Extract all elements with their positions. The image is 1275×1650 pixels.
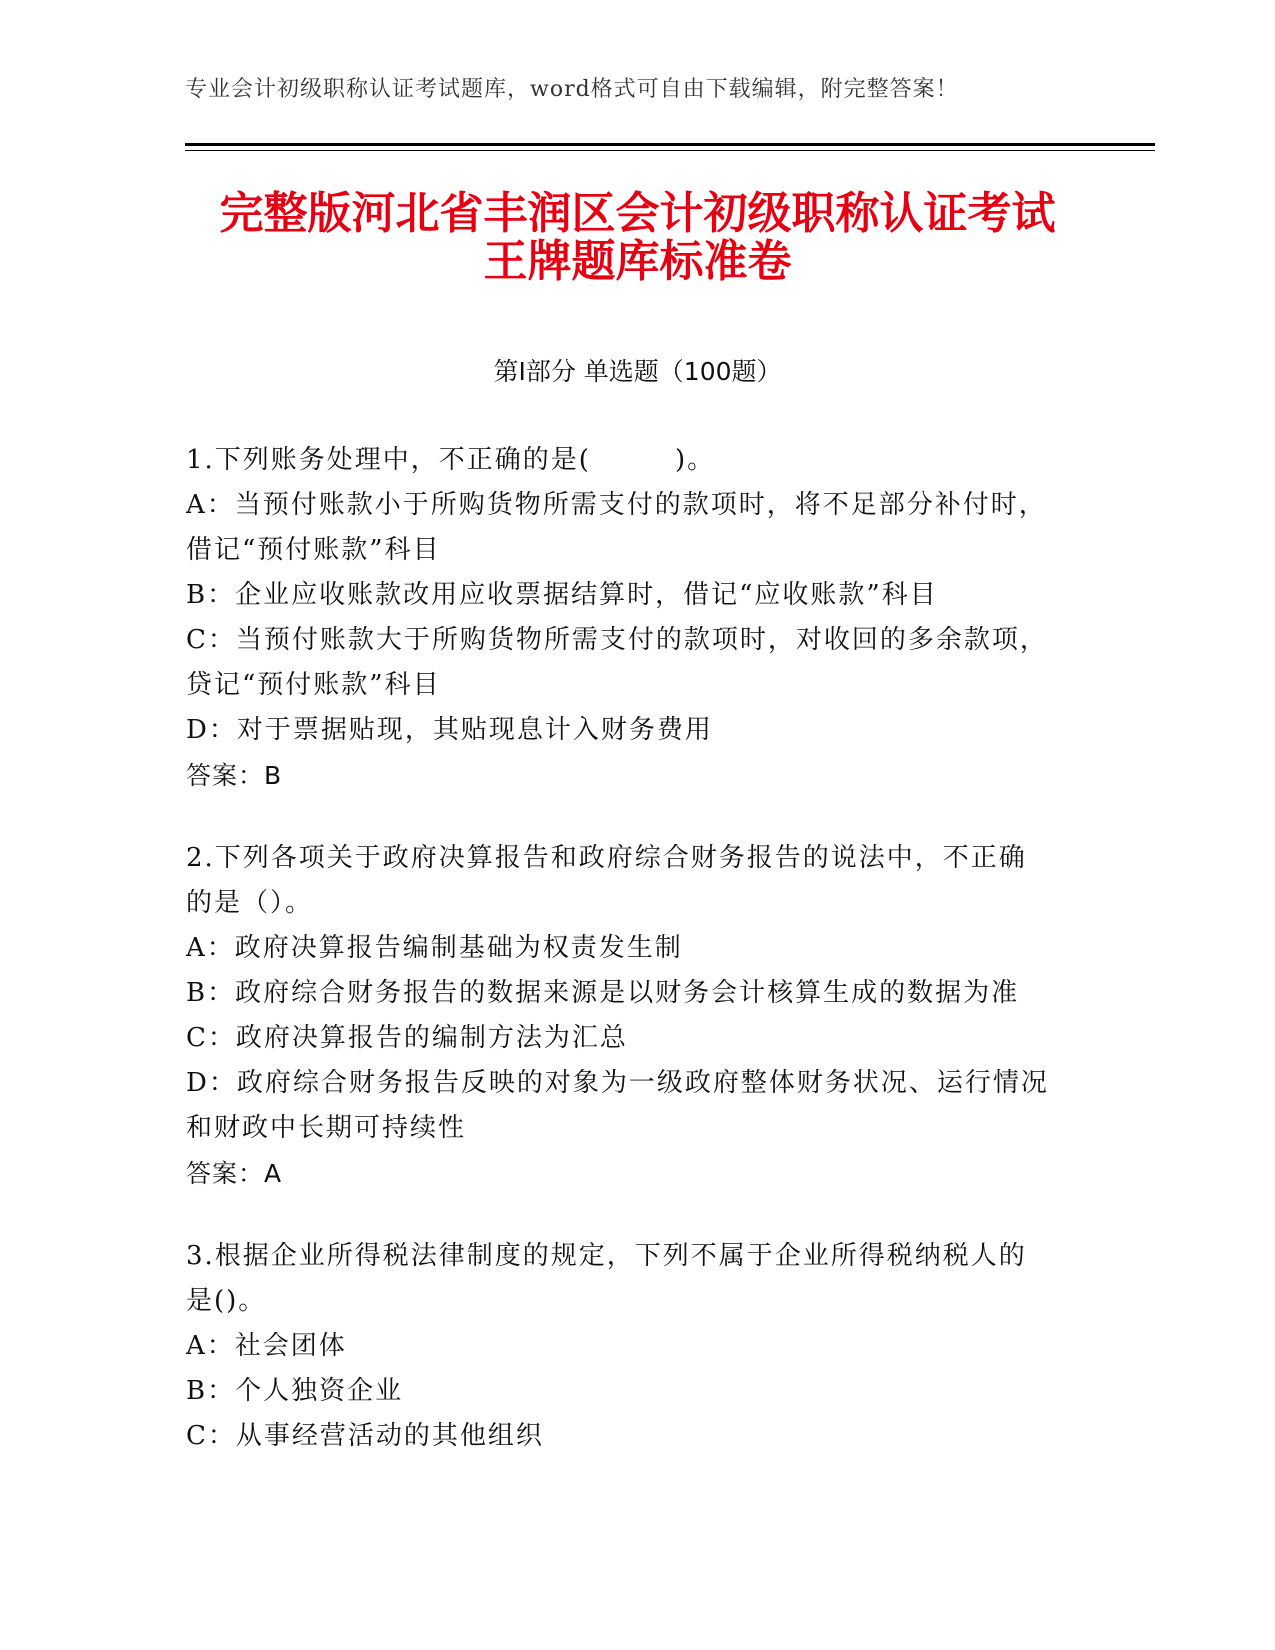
option-a-line: A：当预付账款小于所购货物所需支付的款项时，将不足部分补付时， <box>186 490 1047 520</box>
option-d-line: 和财政中长期可持续性 <box>186 1113 467 1143</box>
question-stem-line: 2.下列各项关于政府决算报告和政府综合财务报告的说法中，不正确 <box>186 843 1027 873</box>
section-heading: 第Ⅰ部分 单选题（100题） <box>493 357 782 386</box>
option-d-line: D：政府综合财务报告反映的对象为一级政府整体财务状况、运行情况 <box>186 1068 1049 1098</box>
option-c-line: C：政府决算报告的编制方法为汇总 <box>186 1023 628 1053</box>
header-rule-thin <box>185 150 1155 151</box>
option-c-line: C：当预付账款大于所购货物所需支付的款项时，对收回的多余款项， <box>186 625 1048 655</box>
question-stem-line: 1.下列账务处理中，不正确的是( )。 <box>186 445 716 475</box>
question-list <box>186 438 1086 1497</box>
question-1 <box>186 438 1086 798</box>
option-d-line: D：对于票据贴现，其贴现息计入财务费用 <box>186 715 713 745</box>
header-rule-thick <box>185 143 1155 146</box>
question-3 <box>186 1234 1086 1459</box>
header-note: 专业会计初级职称认证考试题库，word格式可自由下载编辑，附完整答案！ <box>185 77 959 102</box>
title-line-2: 王牌题库标准卷 <box>483 236 792 287</box>
title-line-1: 完整版河北省丰润区会计初级职称认证考试 <box>219 188 1056 239</box>
option-a-line: 借记“预付账款”科目 <box>186 535 441 565</box>
question-stem-line: 是()。 <box>186 1286 267 1316</box>
option-c-line: C：从事经营活动的其他组织 <box>186 1421 544 1451</box>
option-b-line: B：个人独资企业 <box>186 1376 404 1406</box>
document-title <box>150 190 1125 286</box>
answer-line: 答案：B <box>186 761 283 790</box>
question-2 <box>186 836 1086 1196</box>
option-b-line: B：企业应收账款改用应收票据结算时，借记“应收账款”科目 <box>186 580 938 610</box>
question-stem-line: 的是（）。 <box>186 888 314 918</box>
option-b-line: B：政府综合财务报告的数据来源是以财务会计核算生成的数据为准 <box>186 978 1020 1008</box>
answer-line: 答案：A <box>186 1159 283 1188</box>
option-a-line: A：社会团体 <box>186 1331 347 1361</box>
question-stem-line: 3.根据企业所得税法律制度的规定，下列不属于企业所得税纳税人的 <box>186 1241 1027 1271</box>
option-c-line: 贷记“预付账款”科目 <box>186 670 441 700</box>
option-a-line: A：政府决算报告编制基础为权责发生制 <box>186 933 683 963</box>
